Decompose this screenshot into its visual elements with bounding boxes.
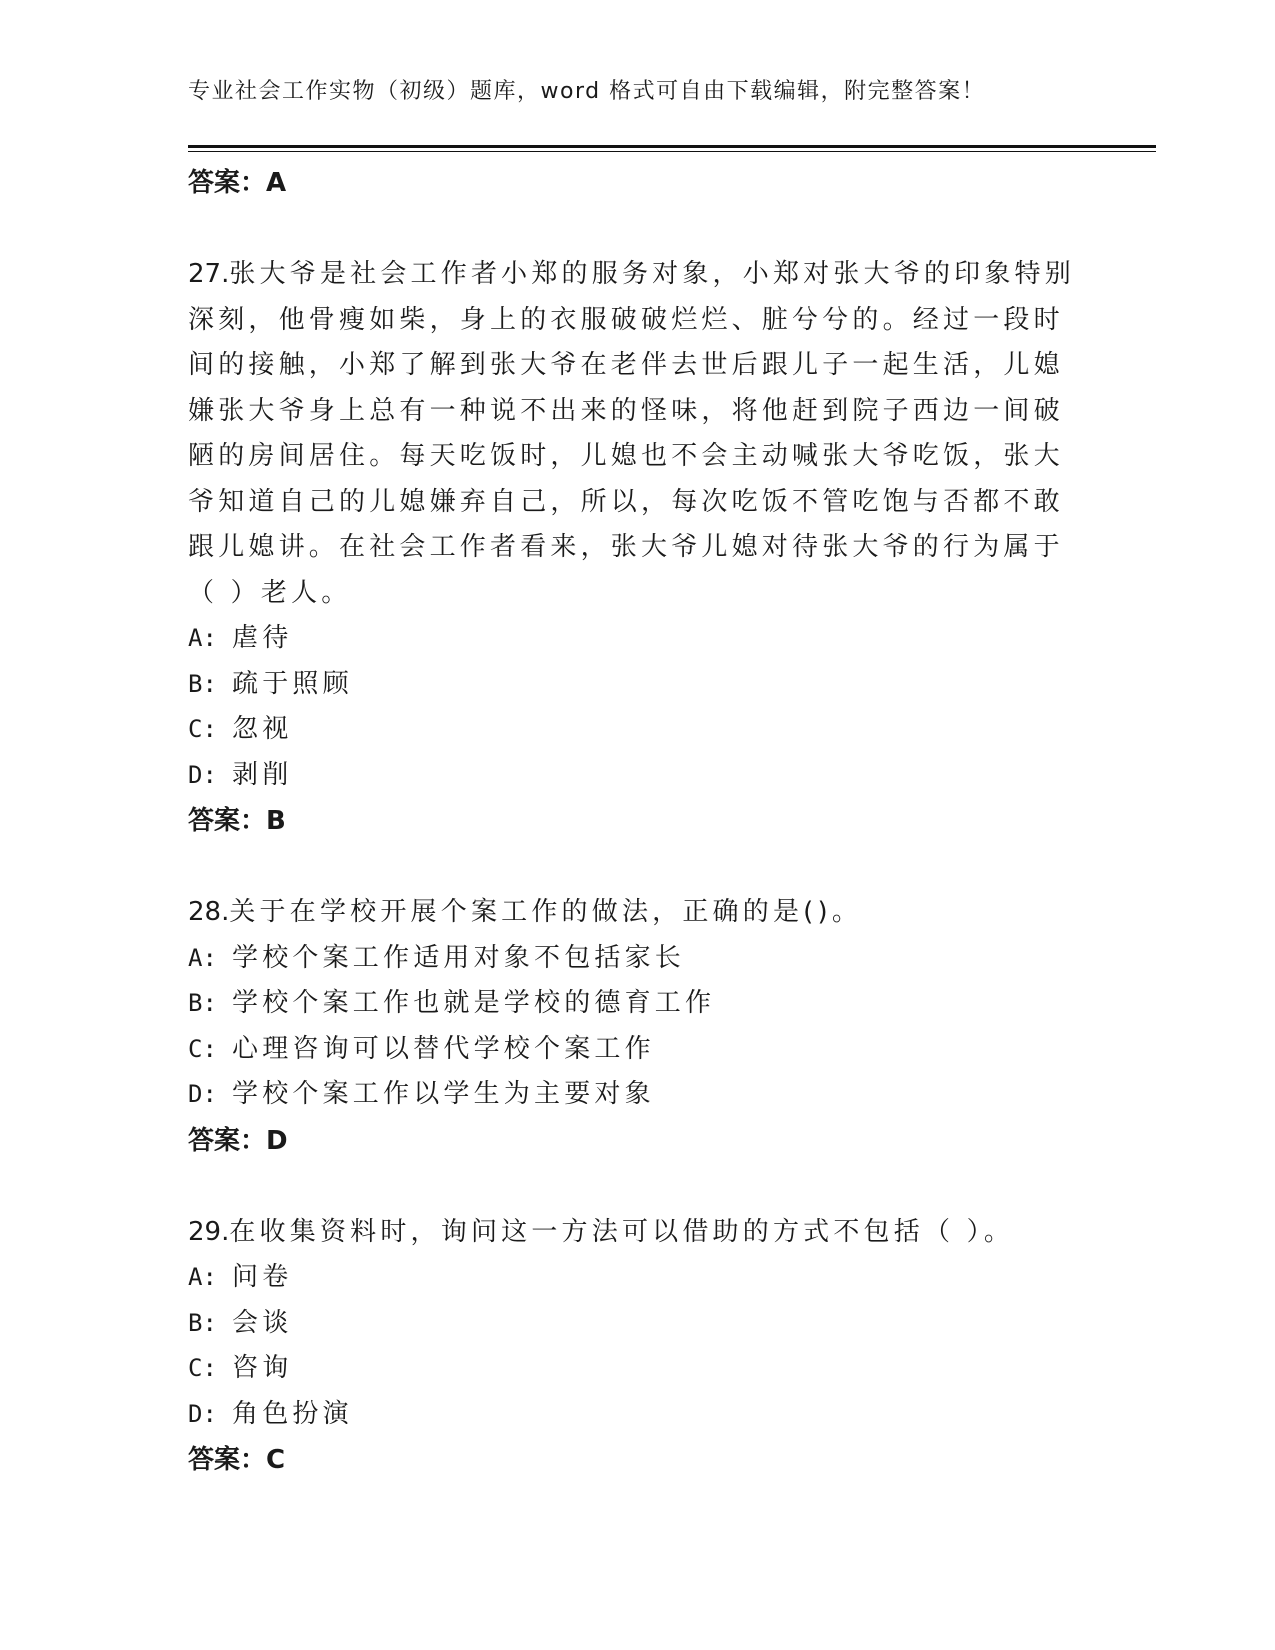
option-key: B: (188, 669, 217, 698)
option-a (188, 936, 1088, 982)
option-key: B: (188, 1308, 217, 1337)
question-text: 在收集资料时，询问这一方法可以借助的方式不包括（ ）。 (229, 1216, 1015, 1247)
answer-line: 答案：C (188, 1445, 286, 1475)
header-rule-thin (188, 151, 1156, 152)
option-d (188, 753, 1088, 799)
answer-line: 答案：B (188, 806, 286, 836)
question-text: 张大爷是社会工作者小郑的服务对象，小郑对张大爷的印象特别深刻，他骨瘦如柴，身上的衣服破破烂烂、脏兮兮的。经过一段时间的接触，小郑了解到张大爷在老伴去世后跟儿子一起生活，儿媳嫌张大爷身上总有一种说不出来的怪味，将他赶到院子西边一间破陋的房间居住。每天吃饭时，儿媳也不会主动喊张大爷吃饭，张大爷知道自己的儿媳嫌弃自己，所以，每次吃饭不管吃饱与否都不敢跟儿媳讲。在社会工作者看来，张大爷儿媳对待张大爷的行为属于（ ）老人。 (188, 259, 1075, 608)
header-rule-thick (188, 145, 1156, 148)
option-key: C: (188, 1354, 217, 1382)
question-28 (188, 890, 1088, 1164)
option-a (188, 616, 1088, 662)
option-text: 剥削 (232, 759, 293, 790)
question-number: 27. (188, 259, 230, 289)
question-stem (188, 1210, 1088, 1256)
question-stem (188, 252, 1088, 616)
option-text: 学校个案工作也就是学校的德育工作 (232, 988, 716, 1018)
answer-line: 答案：D (188, 1125, 288, 1156)
option-d (188, 1072, 1088, 1118)
option-text: 会谈 (232, 1307, 293, 1338)
option-c (188, 1346, 1088, 1392)
option-text: 学校个案工作以学生为主要对象 (232, 1079, 655, 1109)
option-key: D: (188, 1399, 217, 1428)
option-key: A: (188, 624, 217, 652)
option-b (188, 981, 1088, 1027)
option-b (188, 662, 1088, 708)
question-number: 29. (188, 1216, 230, 1247)
option-text: 虐待 (232, 623, 293, 653)
option-text: 咨询 (232, 1353, 293, 1383)
option-text: 心理咨询可以替代学校个案工作 (232, 1033, 655, 1064)
page-header-text: 专业社会工作实物（初级）题库，word 格式可自由下载编辑，附完整答案！ (188, 79, 986, 104)
option-b (188, 1301, 1088, 1347)
option-c (188, 707, 1088, 753)
option-key: C: (188, 1034, 217, 1063)
question-text: 关于在学校开展个案工作的做法，正确的是()。 (229, 897, 863, 927)
option-c (188, 1027, 1088, 1073)
option-key: B: (188, 989, 217, 1017)
option-key: C: (188, 715, 217, 743)
option-a (188, 1255, 1088, 1301)
option-d (188, 1392, 1088, 1438)
question-27 (188, 252, 1088, 844)
option-text: 角色扮演 (232, 1398, 353, 1429)
option-key: D: (188, 760, 217, 789)
option-text: 忽视 (232, 714, 293, 744)
question-29 (188, 1210, 1088, 1484)
question-number: 28. (188, 897, 230, 927)
option-key: A: (188, 943, 217, 972)
option-key: A: (188, 1263, 217, 1291)
option-text: 疏于照顾 (232, 668, 353, 699)
question-stem (188, 890, 1088, 936)
option-text: 问卷 (232, 1262, 293, 1292)
document-body (188, 160, 1088, 1483)
option-key: D: (188, 1080, 217, 1108)
previous-answer: 答案：A (188, 168, 287, 198)
option-text: 学校个案工作适用对象不包括家长 (232, 942, 686, 973)
